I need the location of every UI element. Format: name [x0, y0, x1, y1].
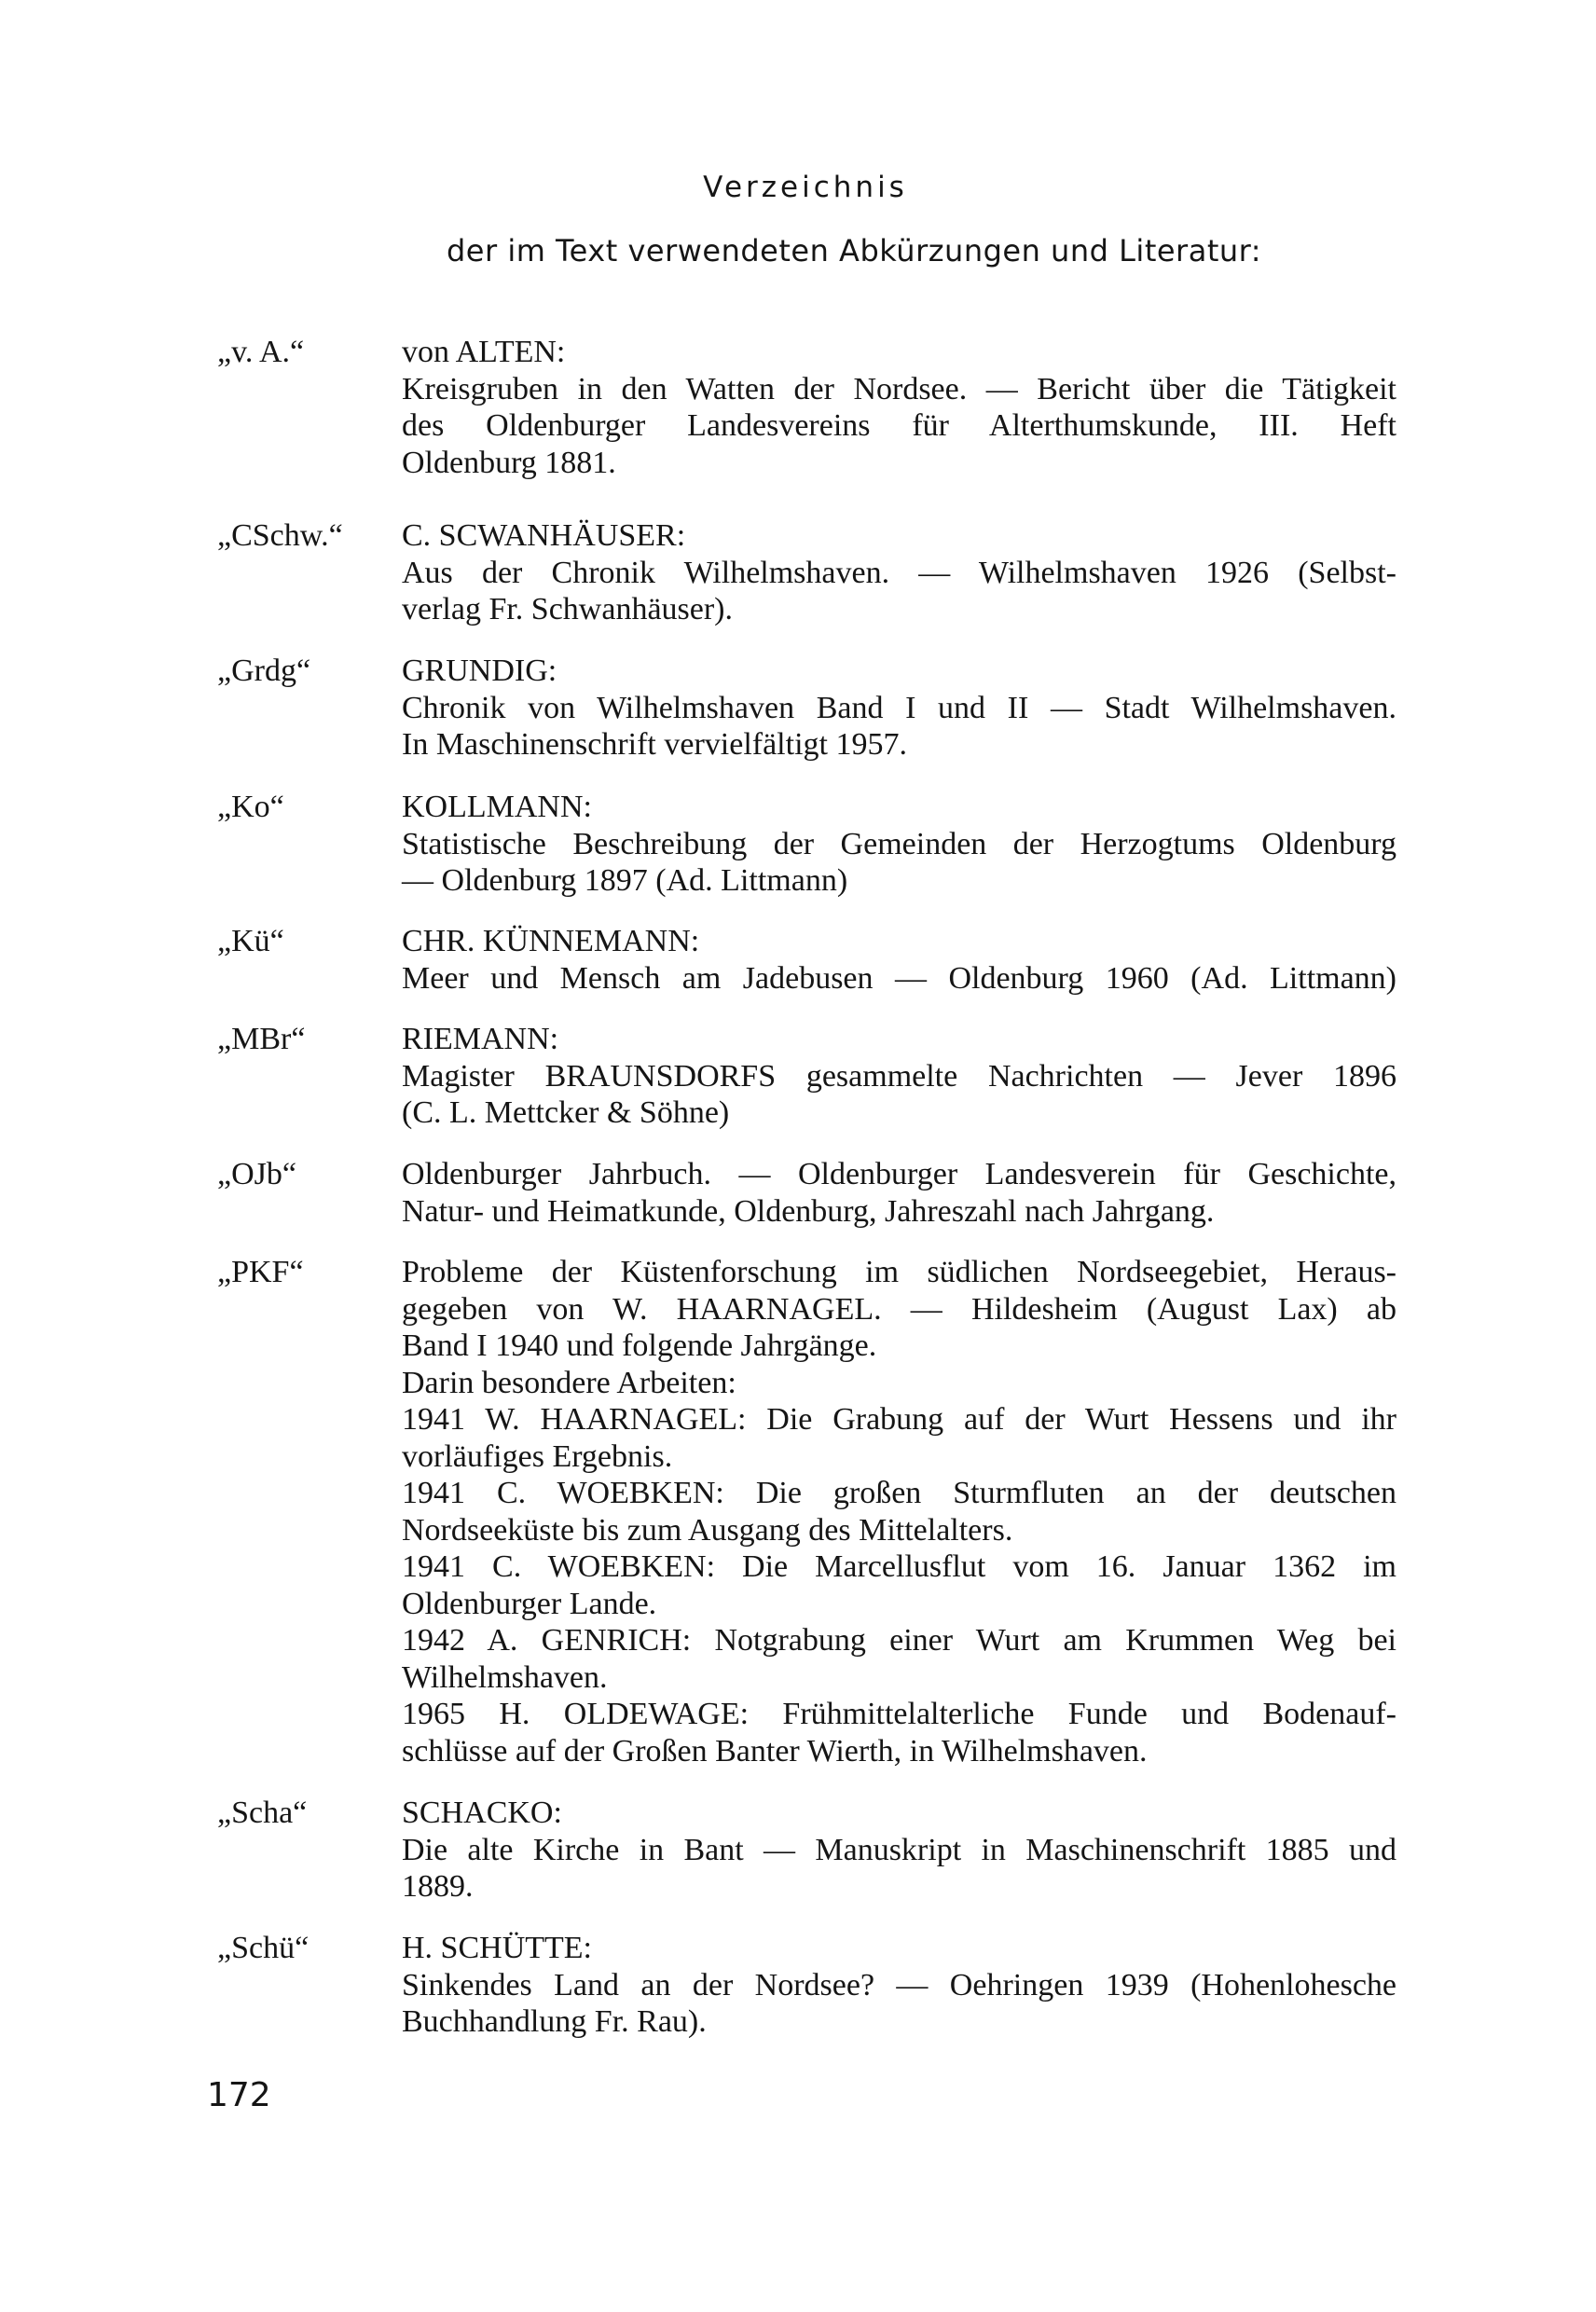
entry-line: SCHACKO:	[402, 1796, 562, 1830]
entry-line: schlüsse auf der Großen Banter Wierth, in Wilhelmshaven.	[402, 1733, 1148, 1768]
entry-line: 1941 C. WOEBKEN: Die Marcellusflut vom 16. Januar 1362 im	[402, 1549, 1396, 1584]
entry-line: Kreisgruben in den Watten der Nordsee. — Bericht über die Tätigkeit	[402, 371, 1396, 406]
abbreviation-key: „CSchw.“	[217, 518, 343, 553]
entry-line: 1889.	[402, 1869, 474, 1904]
entry-line: vorläufiges Ergebnis.	[402, 1438, 673, 1474]
entry-line: 1965 H. OLDEWAGE: Frühmittelalterliche Funde und Bodenauf-	[402, 1697, 1396, 1731]
entry-line: Chronik von Wilhelmshaven Band I und II — Stadt Wilhelmshaven.	[402, 690, 1396, 725]
entry-line: Probleme der Küstenforschung im südlichen Nordseegebiet, Heraus-	[402, 1255, 1396, 1289]
entry-line: verlag Fr. Schwanhäuser).	[402, 592, 734, 626]
entry-line: (C. L. Mettcker & Söhne)	[402, 1095, 730, 1130]
abbreviation-description	[402, 923, 1396, 997]
entry-line: In Maschinenschrift vervielfältigt 1957.	[402, 727, 907, 762]
entry-line: Oldenburger Lande.	[402, 1586, 657, 1621]
entry-line: des Oldenburger Landesvereins für Alterthumskunde, III. Heft	[402, 408, 1396, 443]
entry-line: Aus der Chronik Wilhelmshaven. — Wilhelmshaven 1926 (Selbst-	[402, 555, 1396, 590]
entry-line: Die alte Kirche in Bant — Manuskript in Maschinenschrift 1885 und	[402, 1832, 1396, 1867]
entry-line: gegeben von W. HAARNAGEL. — Hildesheim (August Lax) ab	[402, 1291, 1396, 1327]
entry-line: Band I 1940 und folgende Jahrgänge.	[402, 1328, 877, 1363]
abbreviation-key: „PKF“	[217, 1255, 304, 1289]
entry-line: Darin besondere Arbeiten:	[402, 1365, 736, 1400]
entry-line: KOLLMANN:	[402, 790, 592, 824]
abbreviation-key: „MBr“	[217, 1022, 306, 1056]
page-number: 172	[207, 2076, 271, 2114]
abbreviation-key: „v. A.“	[217, 335, 305, 369]
entry-line: 1942 A. GENRICH: Notgrabung einer Wurt am Krummen Weg bei	[402, 1623, 1396, 1658]
entry-line: Natur- und Heimatkunde, Oldenburg, Jahreszahl nach Jahrgang.	[402, 1193, 1215, 1229]
abbreviation-description	[402, 1021, 1396, 1132]
abbreviation-description	[402, 789, 1396, 900]
entry-line: CHR. KÜNNEMANN:	[402, 924, 700, 958]
abbreviation-description	[402, 1930, 1396, 2041]
entry-line: Meer und Mensch am Jadebusen — Oldenburg 1960 (Ad. Littmann)	[402, 960, 1396, 996]
abbreviation-key: „Kü“	[217, 924, 284, 958]
abbreviation-description	[402, 334, 1396, 481]
abbreviation-key: „OJb“	[217, 1157, 296, 1191]
entry-line: Magister BRAUNSDORFS gesammelte Nachrichten — Jever 1896	[402, 1058, 1396, 1094]
entry-line: 1941 W. HAARNAGEL: Die Grabung auf der Wurt Hessens und ihr	[402, 1402, 1396, 1437]
page-title: Verzeichnis	[703, 171, 908, 204]
abbreviation-key: „Ko“	[217, 790, 284, 824]
entry-line: Oldenburger Jahrbuch. — Oldenburger Landesverein für Geschichte,	[402, 1157, 1396, 1191]
entry-line: Oldenburg 1881.	[402, 445, 616, 480]
entry-line: C. SCWANHÄUSER:	[402, 518, 686, 553]
abbreviation-key: „Grdg“	[217, 654, 311, 688]
entry-line: — Oldenburg 1897 (Ad. Littmann)	[402, 863, 848, 898]
abbreviation-key: „Schü“	[217, 1931, 310, 1965]
entry-line: Nordseeküste bis zum Ausgang des Mittelalters.	[402, 1512, 1013, 1548]
entry-line: Statistische Beschreibung der Gemeinden der Herzogtums Oldenburg	[402, 826, 1396, 861]
abbreviation-description	[402, 653, 1396, 764]
entry-line: RIEMANN:	[402, 1022, 559, 1056]
entry-line: Wilhelmshaven.	[402, 1659, 608, 1695]
entry-line: von ALTEN:	[402, 335, 566, 369]
entry-line: 1941 C. WOEBKEN: Die großen Sturmfluten an der deutschen	[402, 1476, 1396, 1510]
abbreviation-key: „Scha“	[217, 1796, 308, 1830]
entry-line: H. SCHÜTTE:	[402, 1931, 592, 1965]
abbreviation-description	[402, 517, 1396, 628]
page-subtitle: der im Text verwendeten Abkürzungen und Literatur:	[446, 233, 1262, 268]
abbreviation-description	[402, 1254, 1396, 1769]
entry-line: GRUNDIG:	[402, 654, 557, 688]
entry-line: Buchhandlung Fr. Rau).	[402, 2004, 707, 2039]
abbreviation-description	[402, 1795, 1396, 1906]
entry-line: Sinkendes Land an der Nordsee? — Oehringen 1939 (Hohenlohesche	[402, 1967, 1396, 2002]
abbreviation-description	[402, 1156, 1396, 1230]
